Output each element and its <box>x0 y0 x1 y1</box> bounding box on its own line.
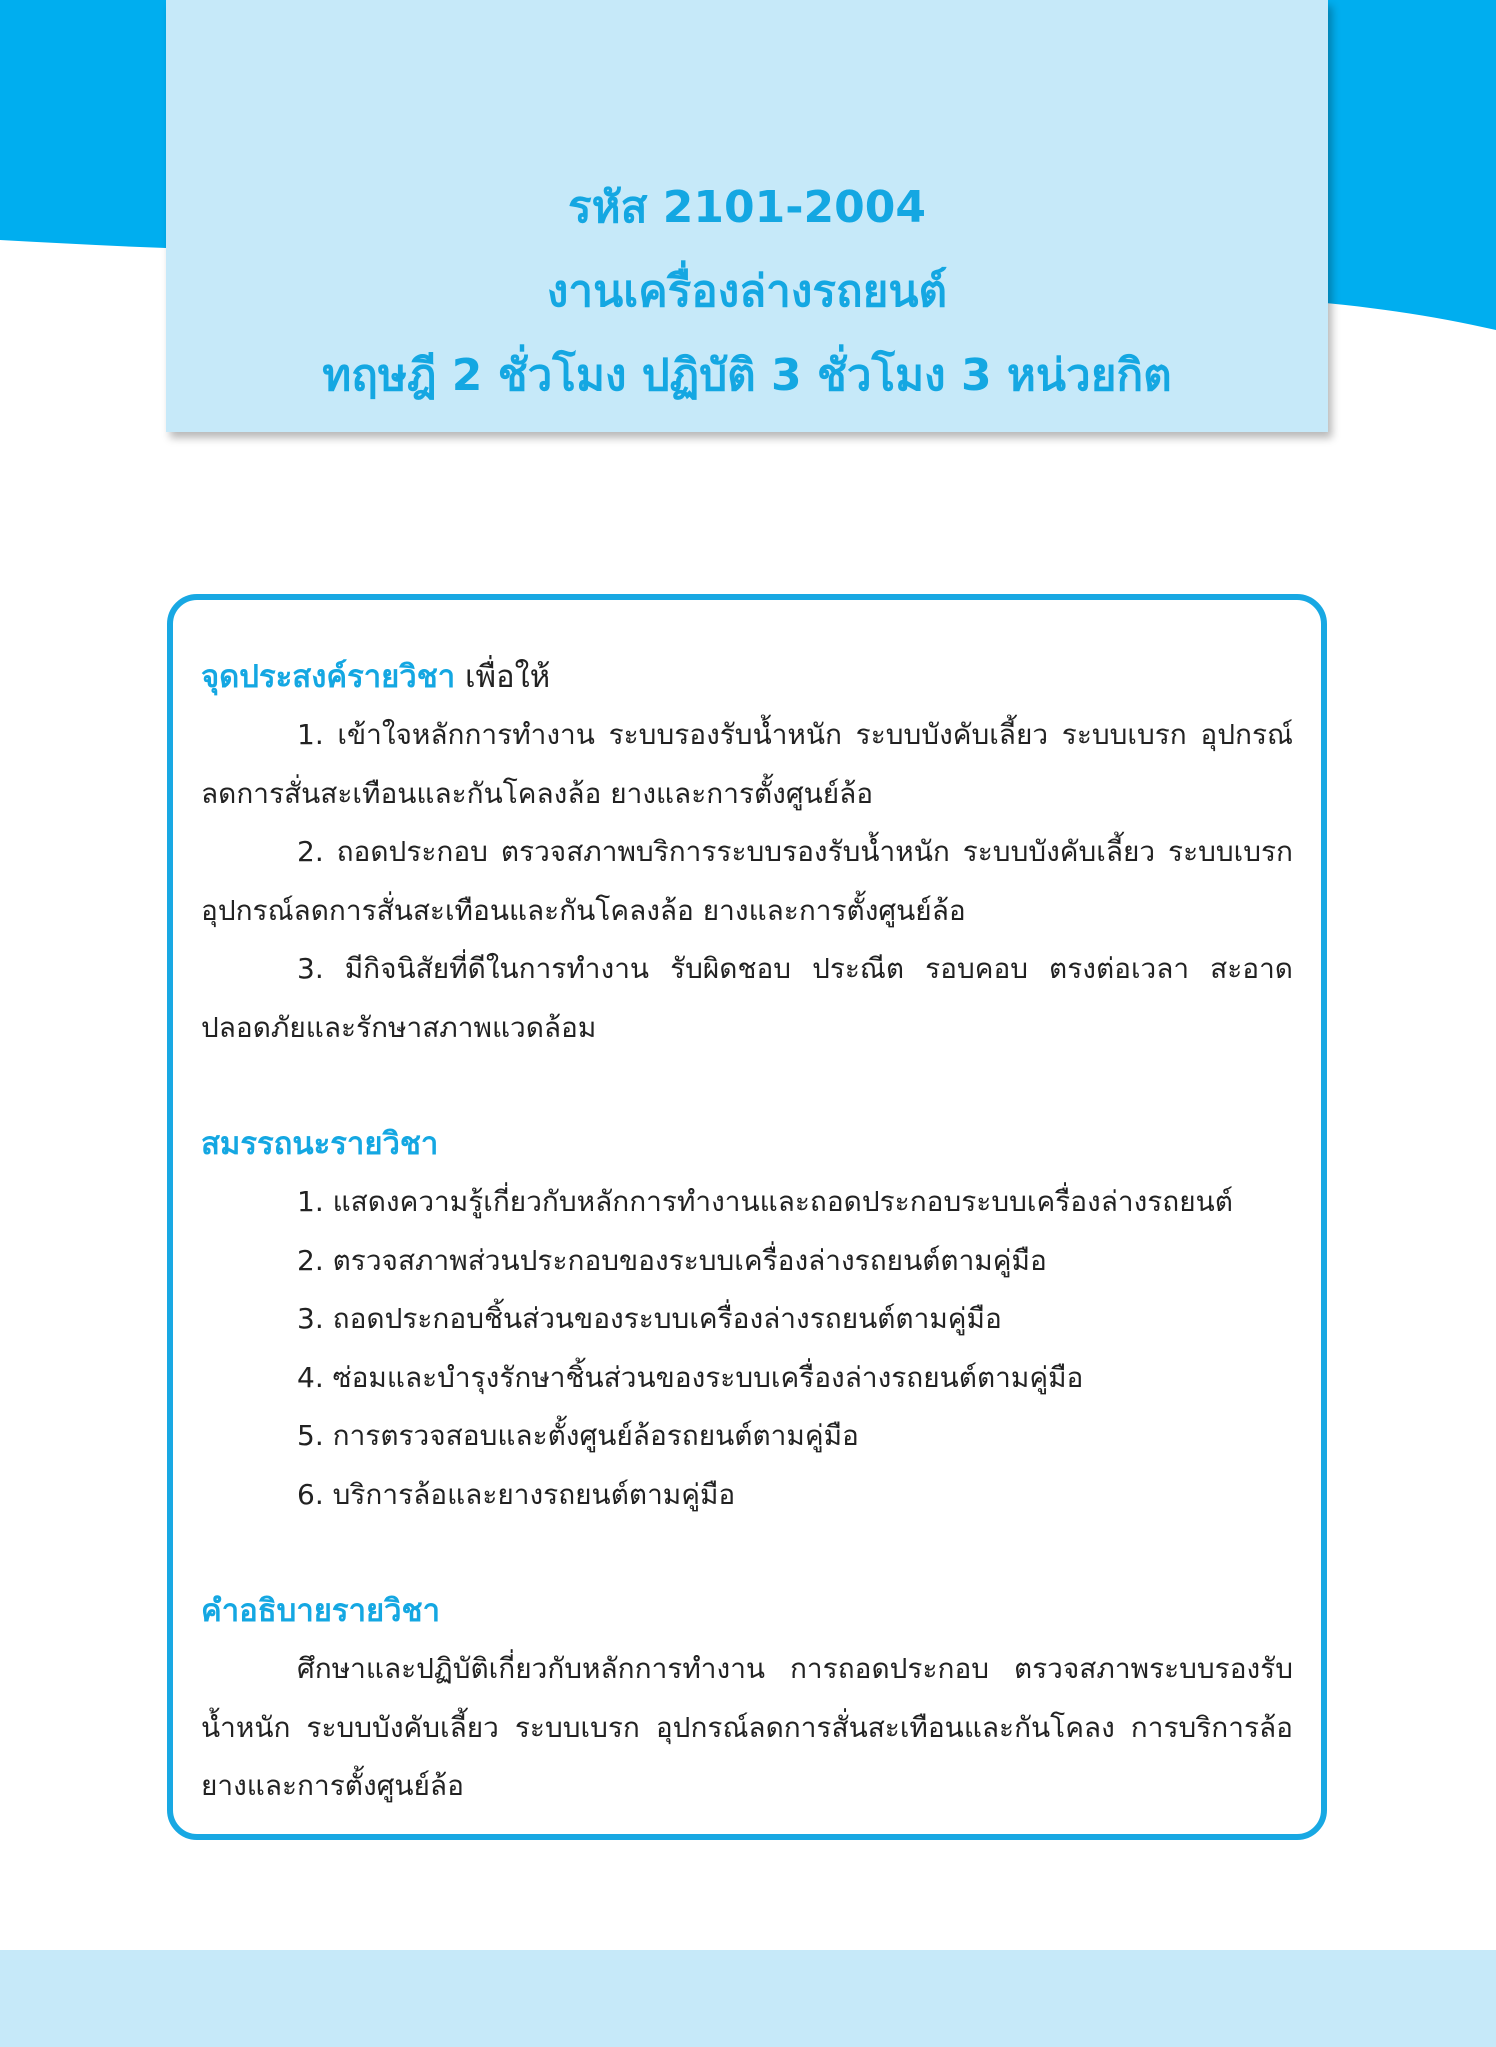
objective-item: 3. มีกิจนิสัยที่ดีในการทำงาน รับผิดชอบ ประณีต รอบคอบ ตรงต่อเวลา สะอาด ปลอดภัยและรักษาสภาพแวดล้อม <box>201 952 1293 1044</box>
competencies-heading <box>201 1115 1293 1173</box>
competency-item: 4. ซ่อมและบำรุงรักษาชิ้นส่วนของระบบเครื่องล่างรถยนต์ตามคู่มือ <box>297 1360 1084 1394</box>
objectives-title: จุดประสงค์รายวิชา <box>201 659 456 695</box>
competency-item: 2. ตรวจสภาพส่วนประกอบของระบบเครื่องล่างรถยนต์ตามคู่มือ <box>297 1243 1047 1277</box>
description-title: คำอธิบายรายวิชา <box>201 1593 441 1629</box>
header-panel <box>166 0 1328 432</box>
course-hours: ทฤษฎี 2 ชั่วโมง ปฏิบัติ 3 ชั่วโมง 3 หน่วยกิต <box>322 350 1172 401</box>
competency-item: 3. ถอดประกอบชิ้นส่วนของระบบเครื่องล่างรถยนต์ตามคู่มือ <box>297 1302 1002 1335</box>
objective-item: 2. ถอดประกอบ ตรวจสภาพบริการระบบรองรับน้ำหนัก ระบบบังคับเลี้ยว ระบบเบรก อุปกรณ์ลดการสั่นสะเทือนและกันโคลงล้อ ยางและการตั้งศูนย์ล้อ <box>201 835 1293 927</box>
objective-item: 1. เข้าใจหลักการทำงาน ระบบรองรับน้ำหนัก ระบบบังคับเลี้ยว ระบบเบรก อุปกรณ์ลดการสั่นสะเทือนและกันโคลงล้อ ยางและการตั้งศูนย์ล้อ <box>201 718 1293 810</box>
description-heading <box>201 1582 1293 1640</box>
course-code: รหัส 2101-2004 <box>568 182 926 233</box>
objectives-lead: เพื่อให้ <box>455 659 551 695</box>
description-text: ศึกษาและปฏิบัติเกี่ยวกับหลักการทำงาน การถอดประกอบ ตรวจสภาพระบบรองรับน้ำหนัก ระบบบังคับเลี้ยว ระบบเบรก อุปกรณ์ลดการสั่นสะเทือนและกันโคลง การบริการล้อ ยางและการตั้งศูนย์ล้อ <box>201 1652 1293 1802</box>
competency-item: 6. บริการล้อและยางรถยนต์ตามคู่มือ <box>297 1477 736 1511</box>
course-info-box <box>167 594 1327 1840</box>
objectives-heading <box>201 648 1293 706</box>
competencies-title: สมรรถนะรายวิชา <box>201 1126 439 1162</box>
footer-band <box>0 1950 1496 2047</box>
course-title: งานเครื่องล่างรถยนต์ <box>546 266 948 317</box>
competency-item: 5. การตรวจสอบและตั้งศูนย์ล้อรถยนต์ตามคู่มือ <box>297 1419 859 1452</box>
competency-item: 1. แสดงความรู้เกี่ยวกับหลักการทำงานและถอดประกอบระบบเครื่องล่างรถยนต์ <box>297 1185 1233 1218</box>
